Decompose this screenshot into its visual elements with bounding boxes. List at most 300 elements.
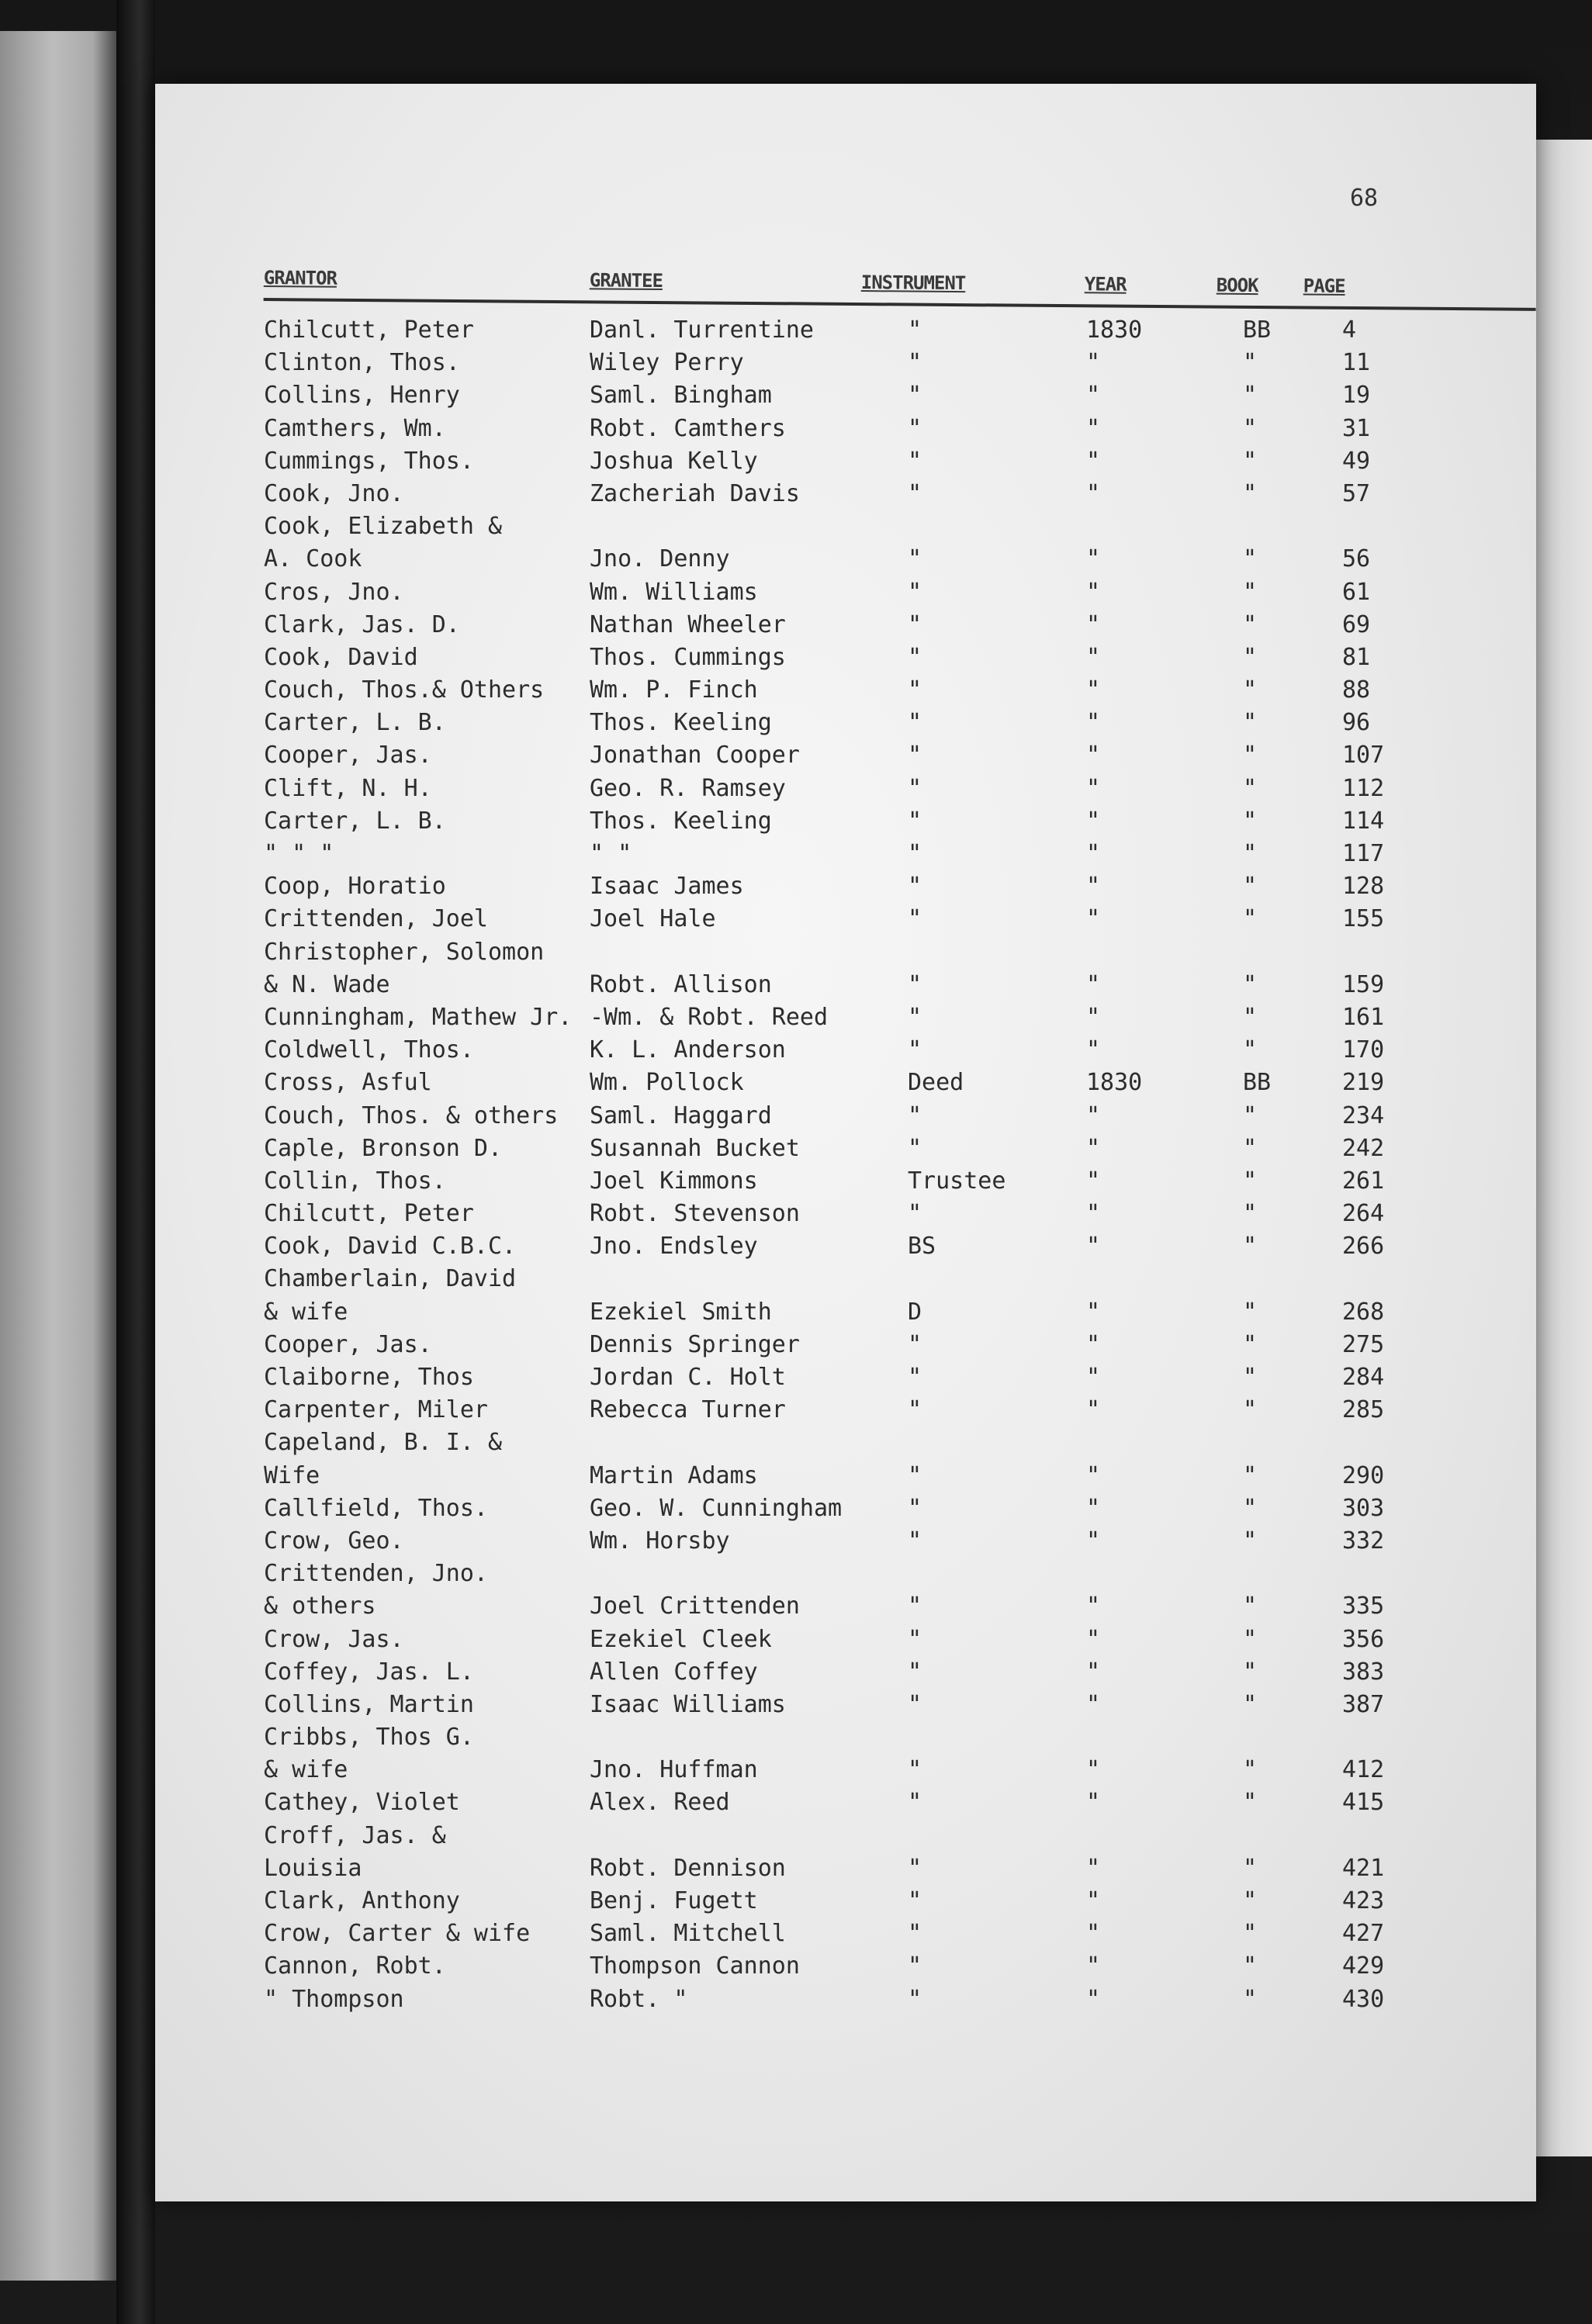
cell-year: "	[1086, 610, 1101, 638]
cell-year: "	[1086, 1527, 1101, 1555]
cell-page: 88	[1342, 676, 1371, 704]
cell-page: 242	[1342, 1134, 1385, 1162]
cell-grantee: Wm. P. Finch	[590, 676, 758, 704]
cell-grantee: Jno. Denny	[590, 545, 730, 573]
cell-grantee: Wiley Perry	[590, 349, 744, 377]
table-row	[264, 1821, 1536, 1853]
table-row	[264, 740, 1536, 773]
cell-grantee: Thompson Cannon	[590, 1952, 800, 1980]
table-row	[264, 1787, 1536, 1820]
cell-year: "	[1086, 676, 1101, 704]
cell-book: "	[1243, 1789, 1258, 1817]
cell-page: 284	[1342, 1364, 1385, 1391]
book-spine	[116, 0, 155, 2324]
table-row	[264, 1722, 1536, 1755]
cell-book: "	[1243, 479, 1258, 507]
cell-grantor: Croff, Jas. &	[264, 1821, 446, 1849]
cell-year: "	[1086, 1887, 1101, 1914]
cell-page: 117	[1342, 840, 1385, 867]
cell-grantor: Claiborne, Thos	[264, 1364, 474, 1391]
cell-page: 266	[1342, 1233, 1385, 1261]
cell-instrument: "	[908, 905, 922, 933]
table-row	[264, 1526, 1536, 1558]
cell-grantee: K. L. Anderson	[590, 1036, 786, 1064]
cell-grantee: Robt. Stevenson	[590, 1200, 800, 1228]
cell-year: "	[1086, 970, 1101, 998]
cell-grantor: Clark, Anthony	[264, 1887, 460, 1914]
cell-grantor: Crittenden, Jno.	[264, 1560, 488, 1588]
cell-book: "	[1243, 414, 1258, 442]
cell-year: "	[1086, 1593, 1101, 1620]
cell-instrument: "	[908, 1396, 922, 1424]
cell-page: 31	[1342, 414, 1371, 442]
cell-grantor: Wife	[264, 1461, 320, 1489]
cell-year: "	[1086, 1101, 1101, 1129]
table-row	[264, 511, 1536, 544]
table-row	[264, 1395, 1536, 1427]
table-row	[264, 1951, 1536, 1983]
table-row	[264, 642, 1536, 675]
cell-page: 57	[1342, 479, 1371, 507]
cell-instrument: "	[908, 1952, 922, 1980]
cell-instrument: "	[908, 1887, 922, 1914]
cell-page: 161	[1342, 1003, 1385, 1031]
cell-year: "	[1086, 545, 1101, 573]
cell-year: "	[1086, 1789, 1101, 1817]
table-row	[264, 1657, 1536, 1689]
header-year: YEAR	[1084, 273, 1127, 296]
table-row	[264, 577, 1536, 610]
cell-grantee: Thos. Keeling	[590, 709, 772, 737]
cell-instrument: "	[908, 447, 922, 475]
cell-page: 219	[1342, 1069, 1385, 1097]
cell-grantee: Saml. Haggard	[590, 1101, 772, 1129]
cell-year: "	[1086, 1985, 1101, 2013]
cell-grantee: Saml. Bingham	[590, 382, 772, 410]
cell-year: "	[1086, 1690, 1101, 1718]
cell-page: 56	[1342, 545, 1371, 573]
table-row	[264, 1461, 1536, 1493]
cell-grantor: Collin, Thos.	[264, 1167, 446, 1195]
cell-book: "	[1243, 1200, 1258, 1228]
cell-book: "	[1243, 970, 1258, 998]
cell-book: "	[1243, 840, 1258, 867]
cell-year: "	[1086, 1461, 1101, 1489]
table-row	[264, 871, 1536, 904]
cell-grantor: Crow, Jas.	[264, 1625, 404, 1653]
cell-grantor: & others	[264, 1593, 376, 1620]
table-row	[264, 610, 1536, 642]
table-row	[264, 413, 1536, 446]
cell-book: "	[1243, 1527, 1258, 1555]
cell-grantee: Alex. Reed	[590, 1789, 730, 1817]
cell-page: 69	[1342, 610, 1371, 638]
page-number: 68	[1350, 185, 1379, 212]
cell-instrument: "	[908, 1658, 922, 1686]
cell-grantee: Rebecca Turner	[590, 1396, 786, 1424]
table-row	[264, 1035, 1536, 1067]
cell-page: 356	[1342, 1625, 1385, 1653]
header-grantor: GRANTOR	[263, 266, 337, 289]
cell-instrument: "	[908, 1625, 922, 1653]
cell-year: 1830	[1086, 1069, 1143, 1097]
cell-page: 170	[1342, 1036, 1385, 1064]
cell-book: "	[1243, 742, 1258, 769]
cell-page: 421	[1342, 1854, 1385, 1882]
cell-grantor: Chilcutt, Peter	[264, 1200, 474, 1228]
cell-grantor: Coffey, Jas. L.	[264, 1658, 474, 1686]
cell-instrument: BS	[908, 1233, 936, 1261]
cell-instrument: "	[908, 316, 922, 344]
cell-book: "	[1243, 709, 1258, 737]
cell-year: "	[1086, 807, 1101, 835]
cell-grantee: Joel Hale	[590, 905, 716, 933]
table-row	[264, 1918, 1536, 1951]
cell-instrument: D	[908, 1298, 922, 1326]
cell-year: "	[1086, 1364, 1101, 1391]
cell-instrument: "	[908, 807, 922, 835]
cell-grantor: Clift, N. H.	[264, 774, 432, 802]
cell-book: "	[1243, 807, 1258, 835]
table-row	[264, 1101, 1536, 1133]
cell-grantee: Wm. Pollock	[590, 1069, 744, 1097]
cell-book: "	[1243, 610, 1258, 638]
cell-page: 19	[1342, 382, 1371, 410]
cell-instrument: "	[908, 873, 922, 901]
cell-grantee: Susannah Bucket	[590, 1134, 800, 1162]
cell-page: 128	[1342, 873, 1385, 901]
cell-book: BB	[1243, 316, 1272, 344]
cell-grantee: Thos. Cummings	[590, 643, 786, 671]
cell-book: "	[1243, 578, 1258, 606]
cell-year: "	[1086, 709, 1101, 737]
table-row	[264, 1591, 1536, 1624]
cell-book: BB	[1243, 1069, 1272, 1097]
cell-instrument: "	[908, 774, 922, 802]
cell-instrument: "	[908, 1200, 922, 1228]
table-row	[264, 1755, 1536, 1787]
table-row	[264, 1166, 1536, 1198]
cell-page: 429	[1342, 1952, 1385, 1980]
cell-year: "	[1086, 742, 1101, 769]
cell-book: "	[1243, 1396, 1258, 1424]
table-row	[264, 315, 1536, 348]
cell-year: "	[1086, 349, 1101, 377]
cell-instrument: "	[908, 742, 922, 769]
cell-year: "	[1086, 1920, 1101, 1948]
cell-year: "	[1086, 1396, 1101, 1424]
cell-instrument: "	[908, 1364, 922, 1391]
cell-book: "	[1243, 1167, 1258, 1195]
cell-page: 234	[1342, 1101, 1385, 1129]
cell-grantor: A. Cook	[264, 545, 362, 573]
cell-grantee: Martin Adams	[590, 1461, 758, 1489]
cell-year: "	[1086, 1330, 1101, 1358]
cell-grantee: Robt. Allison	[590, 970, 772, 998]
cell-grantor: " " "	[264, 840, 334, 867]
cell-book: "	[1243, 905, 1258, 933]
cell-grantor: Collins, Henry	[264, 382, 460, 410]
cell-grantor: Crow, Geo.	[264, 1527, 404, 1555]
cell-grantor: " Thompson	[264, 1985, 404, 2013]
table-row	[264, 1297, 1536, 1330]
cell-book: "	[1243, 873, 1258, 901]
cell-grantor: Cunningham, Mathew Jr.	[264, 1003, 573, 1031]
table-row	[264, 1264, 1536, 1296]
cell-page: 49	[1342, 447, 1371, 475]
cell-book: "	[1243, 643, 1258, 671]
cell-instrument: "	[908, 414, 922, 442]
cell-grantor: Carpenter, Miler	[264, 1396, 488, 1424]
cell-year: "	[1086, 479, 1101, 507]
cell-grantor: Cook, David C.B.C.	[264, 1233, 517, 1261]
cell-grantee: Ezekiel Smith	[590, 1298, 772, 1326]
cell-grantee: Jno. Endsley	[590, 1233, 758, 1261]
cell-page: 427	[1342, 1920, 1385, 1948]
cell-instrument: "	[908, 1789, 922, 1817]
cell-book: "	[1243, 1952, 1258, 1980]
cell-book: "	[1243, 545, 1258, 573]
next-page-edge	[1530, 140, 1592, 2156]
cell-page: 11	[1342, 349, 1371, 377]
cell-grantor: & wife	[264, 1756, 348, 1784]
table-row	[264, 1231, 1536, 1264]
cell-year: "	[1086, 1658, 1101, 1686]
cell-year: "	[1086, 578, 1101, 606]
table-row	[264, 839, 1536, 871]
adjacent-page-edge	[0, 31, 116, 2281]
cell-grantee: Joel Kimmons	[590, 1167, 758, 1195]
cell-page: 387	[1342, 1690, 1385, 1718]
cell-grantee: Robt. "	[590, 1985, 688, 2013]
cell-instrument: "	[908, 643, 922, 671]
cell-page: 4	[1342, 316, 1357, 344]
table-row	[264, 937, 1536, 970]
cell-grantor: Louisia	[264, 1854, 362, 1882]
cell-year: "	[1086, 873, 1101, 901]
cell-grantor: Carter, L. B.	[264, 807, 446, 835]
table-row	[264, 1886, 1536, 1918]
cell-year: "	[1086, 1036, 1101, 1064]
cell-grantor: Christopher, Solomon	[264, 938, 545, 966]
cell-book: "	[1243, 1985, 1258, 2013]
cell-instrument: "	[908, 970, 922, 998]
cell-year: "	[1086, 1494, 1101, 1522]
cell-instrument: "	[908, 1461, 922, 1489]
cell-grantor: Collins, Martin	[264, 1690, 474, 1718]
cell-grantor: Cook, Jno.	[264, 479, 404, 507]
cell-grantee: Zacheriah Davis	[590, 479, 800, 507]
cell-page: 268	[1342, 1298, 1385, 1326]
cell-grantor: Coldwell, Thos.	[264, 1036, 474, 1064]
cell-book: "	[1243, 1494, 1258, 1522]
cell-grantor: Couch, Thos. & others	[264, 1101, 559, 1129]
table-row	[264, 1362, 1536, 1395]
cell-instrument: "	[908, 1854, 922, 1882]
cell-page: 61	[1342, 578, 1371, 606]
cell-year: "	[1086, 1003, 1101, 1031]
cell-year: "	[1086, 1854, 1101, 1882]
cell-instrument: "	[908, 1527, 922, 1555]
cell-grantee: Benj. Fugett	[590, 1887, 758, 1914]
cell-year: "	[1086, 905, 1101, 933]
cell-page: 155	[1342, 905, 1385, 933]
cell-book: "	[1243, 1756, 1258, 1784]
cell-instrument: "	[908, 1985, 922, 2013]
cell-grantor: Cooper, Jas.	[264, 1330, 432, 1358]
table-row	[264, 806, 1536, 839]
cell-year: "	[1086, 774, 1101, 802]
cell-grantor: Clark, Jas. D.	[264, 610, 460, 638]
cell-instrument: "	[908, 1330, 922, 1358]
table-row	[264, 1133, 1536, 1166]
cell-grantor: Caple, Bronson D.	[264, 1134, 503, 1162]
cell-grantor: Cooper, Jas.	[264, 742, 432, 769]
table-row	[264, 1067, 1536, 1100]
cell-instrument: "	[908, 545, 922, 573]
cell-grantor: Crow, Carter & wife	[264, 1920, 531, 1948]
cell-book: "	[1243, 1298, 1258, 1326]
cell-book: "	[1243, 349, 1258, 377]
cell-grantee: Ezekiel Cleek	[590, 1625, 772, 1653]
cell-grantor: Cathey, Violet	[264, 1789, 460, 1817]
cell-page: 112	[1342, 774, 1385, 802]
cell-year: "	[1086, 840, 1101, 867]
table-row	[264, 1853, 1536, 1886]
cell-grantee: Allen Coffey	[590, 1658, 758, 1686]
cell-instrument: "	[908, 676, 922, 704]
cell-instrument: "	[908, 1593, 922, 1620]
table-row	[264, 380, 1536, 413]
cell-grantor: Carter, L. B.	[264, 709, 446, 737]
cell-grantee: Thos. Keeling	[590, 807, 772, 835]
cell-book: "	[1243, 447, 1258, 475]
cell-book: "	[1243, 1036, 1258, 1064]
cell-year: "	[1086, 414, 1101, 442]
cell-grantee: Joel Crittenden	[590, 1593, 800, 1620]
cell-page: 107	[1342, 742, 1385, 769]
table-row	[264, 479, 1536, 511]
cell-grantor: & wife	[264, 1298, 348, 1326]
cell-grantor: Chilcutt, Peter	[264, 316, 474, 344]
table-row	[264, 707, 1536, 740]
cell-instrument: "	[908, 1690, 922, 1718]
cell-book: "	[1243, 1330, 1258, 1358]
cell-instrument: "	[908, 1756, 922, 1784]
cell-instrument: "	[908, 349, 922, 377]
cell-page: 430	[1342, 1985, 1385, 2013]
cell-book: "	[1243, 1461, 1258, 1489]
cell-year: "	[1086, 643, 1101, 671]
cell-year: "	[1086, 1167, 1101, 1195]
cell-page: 423	[1342, 1887, 1385, 1914]
cell-instrument: "	[908, 1101, 922, 1129]
cell-grantor: Cook, Elizabeth &	[264, 513, 503, 541]
table-row	[264, 1198, 1536, 1231]
cell-grantee: Geo. W. Cunningham	[590, 1494, 843, 1522]
cell-book: "	[1243, 1920, 1258, 1948]
cell-page: 81	[1342, 643, 1371, 671]
cell-book: "	[1243, 1658, 1258, 1686]
cell-instrument: "	[908, 709, 922, 737]
cell-instrument: "	[908, 1003, 922, 1031]
cell-instrument: "	[908, 1494, 922, 1522]
cell-page: 335	[1342, 1593, 1385, 1620]
cell-year: "	[1086, 1625, 1101, 1653]
cell-page: 383	[1342, 1658, 1385, 1686]
cell-grantor: Camthers, Wm.	[264, 414, 446, 442]
cell-book: "	[1243, 774, 1258, 802]
cell-grantor: Cummings, Thos.	[264, 447, 474, 475]
cell-grantee: " "	[590, 840, 632, 867]
cell-page: 275	[1342, 1330, 1385, 1358]
cell-grantee: Joshua Kelly	[590, 447, 758, 475]
table-row	[264, 1624, 1536, 1657]
cell-grantee: Jordan C. Holt	[590, 1364, 786, 1391]
cell-year: "	[1086, 1298, 1101, 1326]
cell-grantor: Coop, Horatio	[264, 873, 446, 901]
cell-page: 261	[1342, 1167, 1385, 1195]
cell-page: 412	[1342, 1756, 1385, 1784]
table-row	[264, 1689, 1536, 1722]
cell-grantor: Callfield, Thos.	[264, 1494, 488, 1522]
header-grantee: GRANTEE	[589, 269, 663, 292]
cell-instrument: "	[908, 382, 922, 410]
cell-page: 290	[1342, 1461, 1385, 1489]
cell-grantor: Cook, David	[264, 643, 418, 671]
header-book: BOOK	[1216, 274, 1258, 297]
cell-grantor: Cannon, Robt.	[264, 1952, 446, 1980]
cell-year: "	[1086, 1233, 1101, 1261]
table-body	[264, 315, 1536, 2017]
table-row	[264, 1558, 1536, 1591]
table-row	[264, 1330, 1536, 1362]
cell-book: "	[1243, 382, 1258, 410]
cell-grantee: Nathan Wheeler	[590, 610, 786, 638]
cell-instrument: "	[908, 1134, 922, 1162]
cell-grantor: Cross, Asful	[264, 1069, 432, 1097]
cell-grantor: Capeland, B. I. &	[264, 1429, 503, 1457]
cell-page: 285	[1342, 1396, 1385, 1424]
table-row	[264, 970, 1536, 1002]
cell-year: "	[1086, 382, 1101, 410]
cell-year: "	[1086, 1756, 1101, 1784]
cell-book: "	[1243, 1887, 1258, 1914]
document-page	[155, 84, 1536, 2201]
cell-grantee: Isaac James	[590, 873, 744, 901]
cell-book: "	[1243, 1625, 1258, 1653]
cell-grantee: Isaac Williams	[590, 1690, 786, 1718]
cell-page: 332	[1342, 1527, 1385, 1555]
cell-grantor: Couch, Thos.& Others	[264, 676, 545, 704]
table-row	[264, 675, 1536, 707]
cell-grantee: Geo. R. Ramsey	[590, 774, 786, 802]
table-row	[264, 1493, 1536, 1526]
cell-instrument: "	[908, 1036, 922, 1064]
cell-book: "	[1243, 1233, 1258, 1261]
header-page: PAGE	[1303, 275, 1345, 297]
cell-book: "	[1243, 1854, 1258, 1882]
cell-grantor: & N. Wade	[264, 970, 390, 998]
cell-year: "	[1086, 1200, 1101, 1228]
header-instrument: INSTRUMENT	[860, 271, 966, 295]
cell-grantee: Wm. Williams	[590, 578, 758, 606]
table-row	[264, 544, 1536, 576]
cell-page: 264	[1342, 1200, 1385, 1228]
cell-grantor: Cros, Jno.	[264, 578, 404, 606]
cell-page: 159	[1342, 970, 1385, 998]
table-row	[264, 1427, 1536, 1460]
